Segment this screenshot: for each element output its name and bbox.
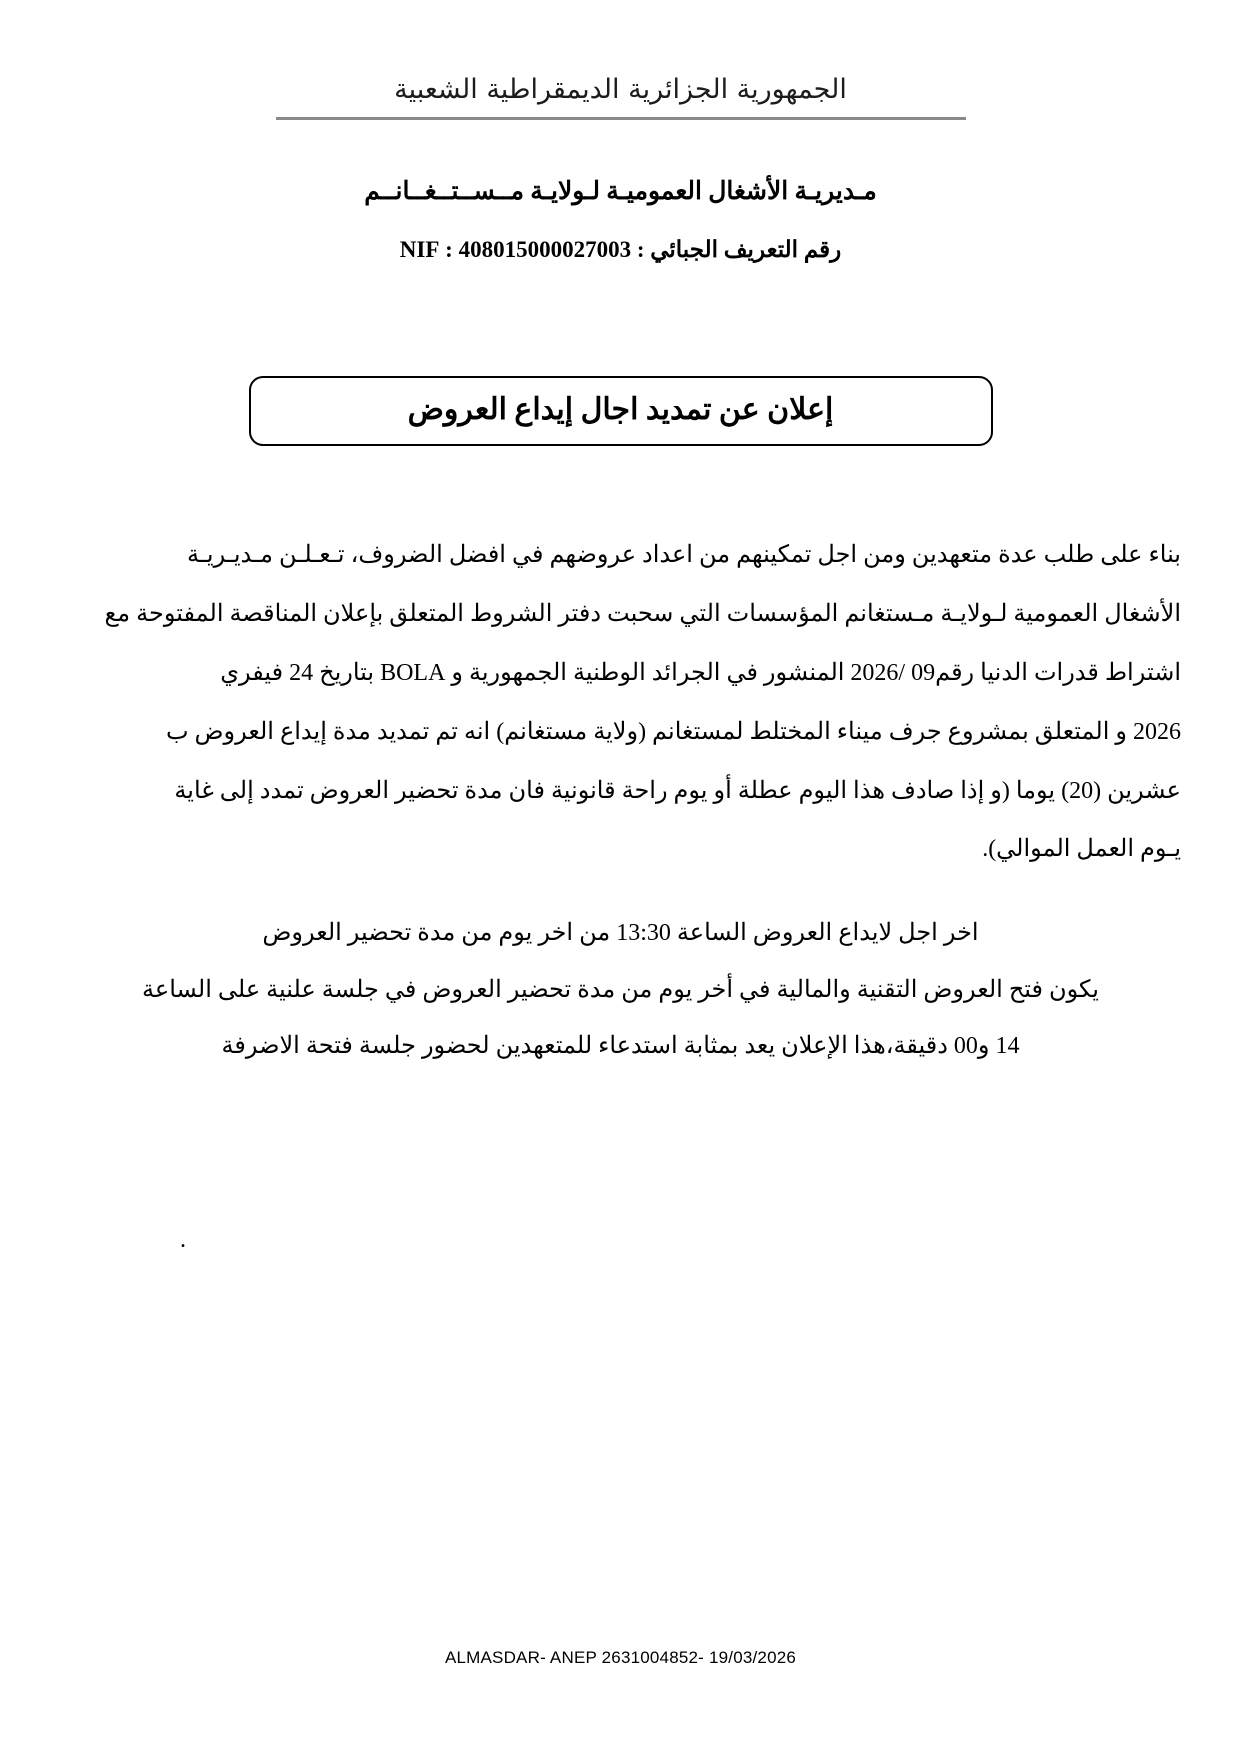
body-line: عشرين (20) يوما (و إذا صادف هذا اليوم عطلة أو يوم راحة قانونية فان مدة تحضير العروض تمدد إلى غاية	[174, 777, 1181, 804]
body-line: اشتراط قدرات الدنيا رقم09 /2026 المنشور في الجرائد الوطنية الجمهورية و BOLA بتاريخ 24 فيفري	[220, 660, 1181, 687]
nif-line: رقم التعريف الجبائي : 408015000027003 : NIF	[399, 236, 842, 262]
footer-reference: ALMASDAR- ANEP 2631004852- 19/03/2026	[444, 1648, 797, 1667]
announcement-title-box	[249, 376, 993, 446]
announcement-closing	[60, 905, 1181, 1074]
announcement-title-text: إعلان عن تمديد اجال إيداع العروض	[407, 393, 834, 427]
body-line: بناء على طلب عدة متعهدين ومن اجل تمكينهم من اعداد عروضهم في افضل الضروف، تـعـلـن مـديـريـة	[187, 542, 1181, 569]
republic-heading: الجمهورية الجزائرية الديمقراطية الشعبية	[394, 74, 847, 105]
closing-line: يكون فتح العروض التقنية والمالية في أخر يوم من مدة تحضير العروض في جلسة علنية على الساعة	[142, 976, 1099, 1003]
body-line: يـوم العمل الموالي).	[982, 836, 1181, 863]
closing-line: اخر اجل لايداع العروض الساعة 13:30 من اخر يوم من مدة تحضير العروض	[262, 920, 979, 947]
directorate-heading: مـديريـة الأشغال العموميـة لـولايـة مــســتــغــانــم	[364, 178, 877, 206]
announcement-title-container	[0, 376, 1241, 446]
header-divider	[276, 117, 966, 120]
stray-dot-artifact: .	[180, 1227, 186, 1253]
body-line: 2026 و المتعلق بمشروع جرف ميناء المختلط لمستغانم (ولاية مستغانم) انه تم تمديد مدة إيداع العروض ب	[165, 718, 1181, 745]
body-line: الأشغال العمومية لـولايـة مـستغانم المؤسسات التي سحبت دفتر الشروط المتعلق بإعلان المناقصة المفتوحة مع	[104, 601, 1181, 628]
closing-line: 14 و00 دقيقة،هذا الإعلان يعد بمثابة استدعاء للمتعهدين لحضور جلسة فتحة الاضرفة	[221, 1033, 1020, 1059]
announcement-body	[60, 526, 1181, 879]
